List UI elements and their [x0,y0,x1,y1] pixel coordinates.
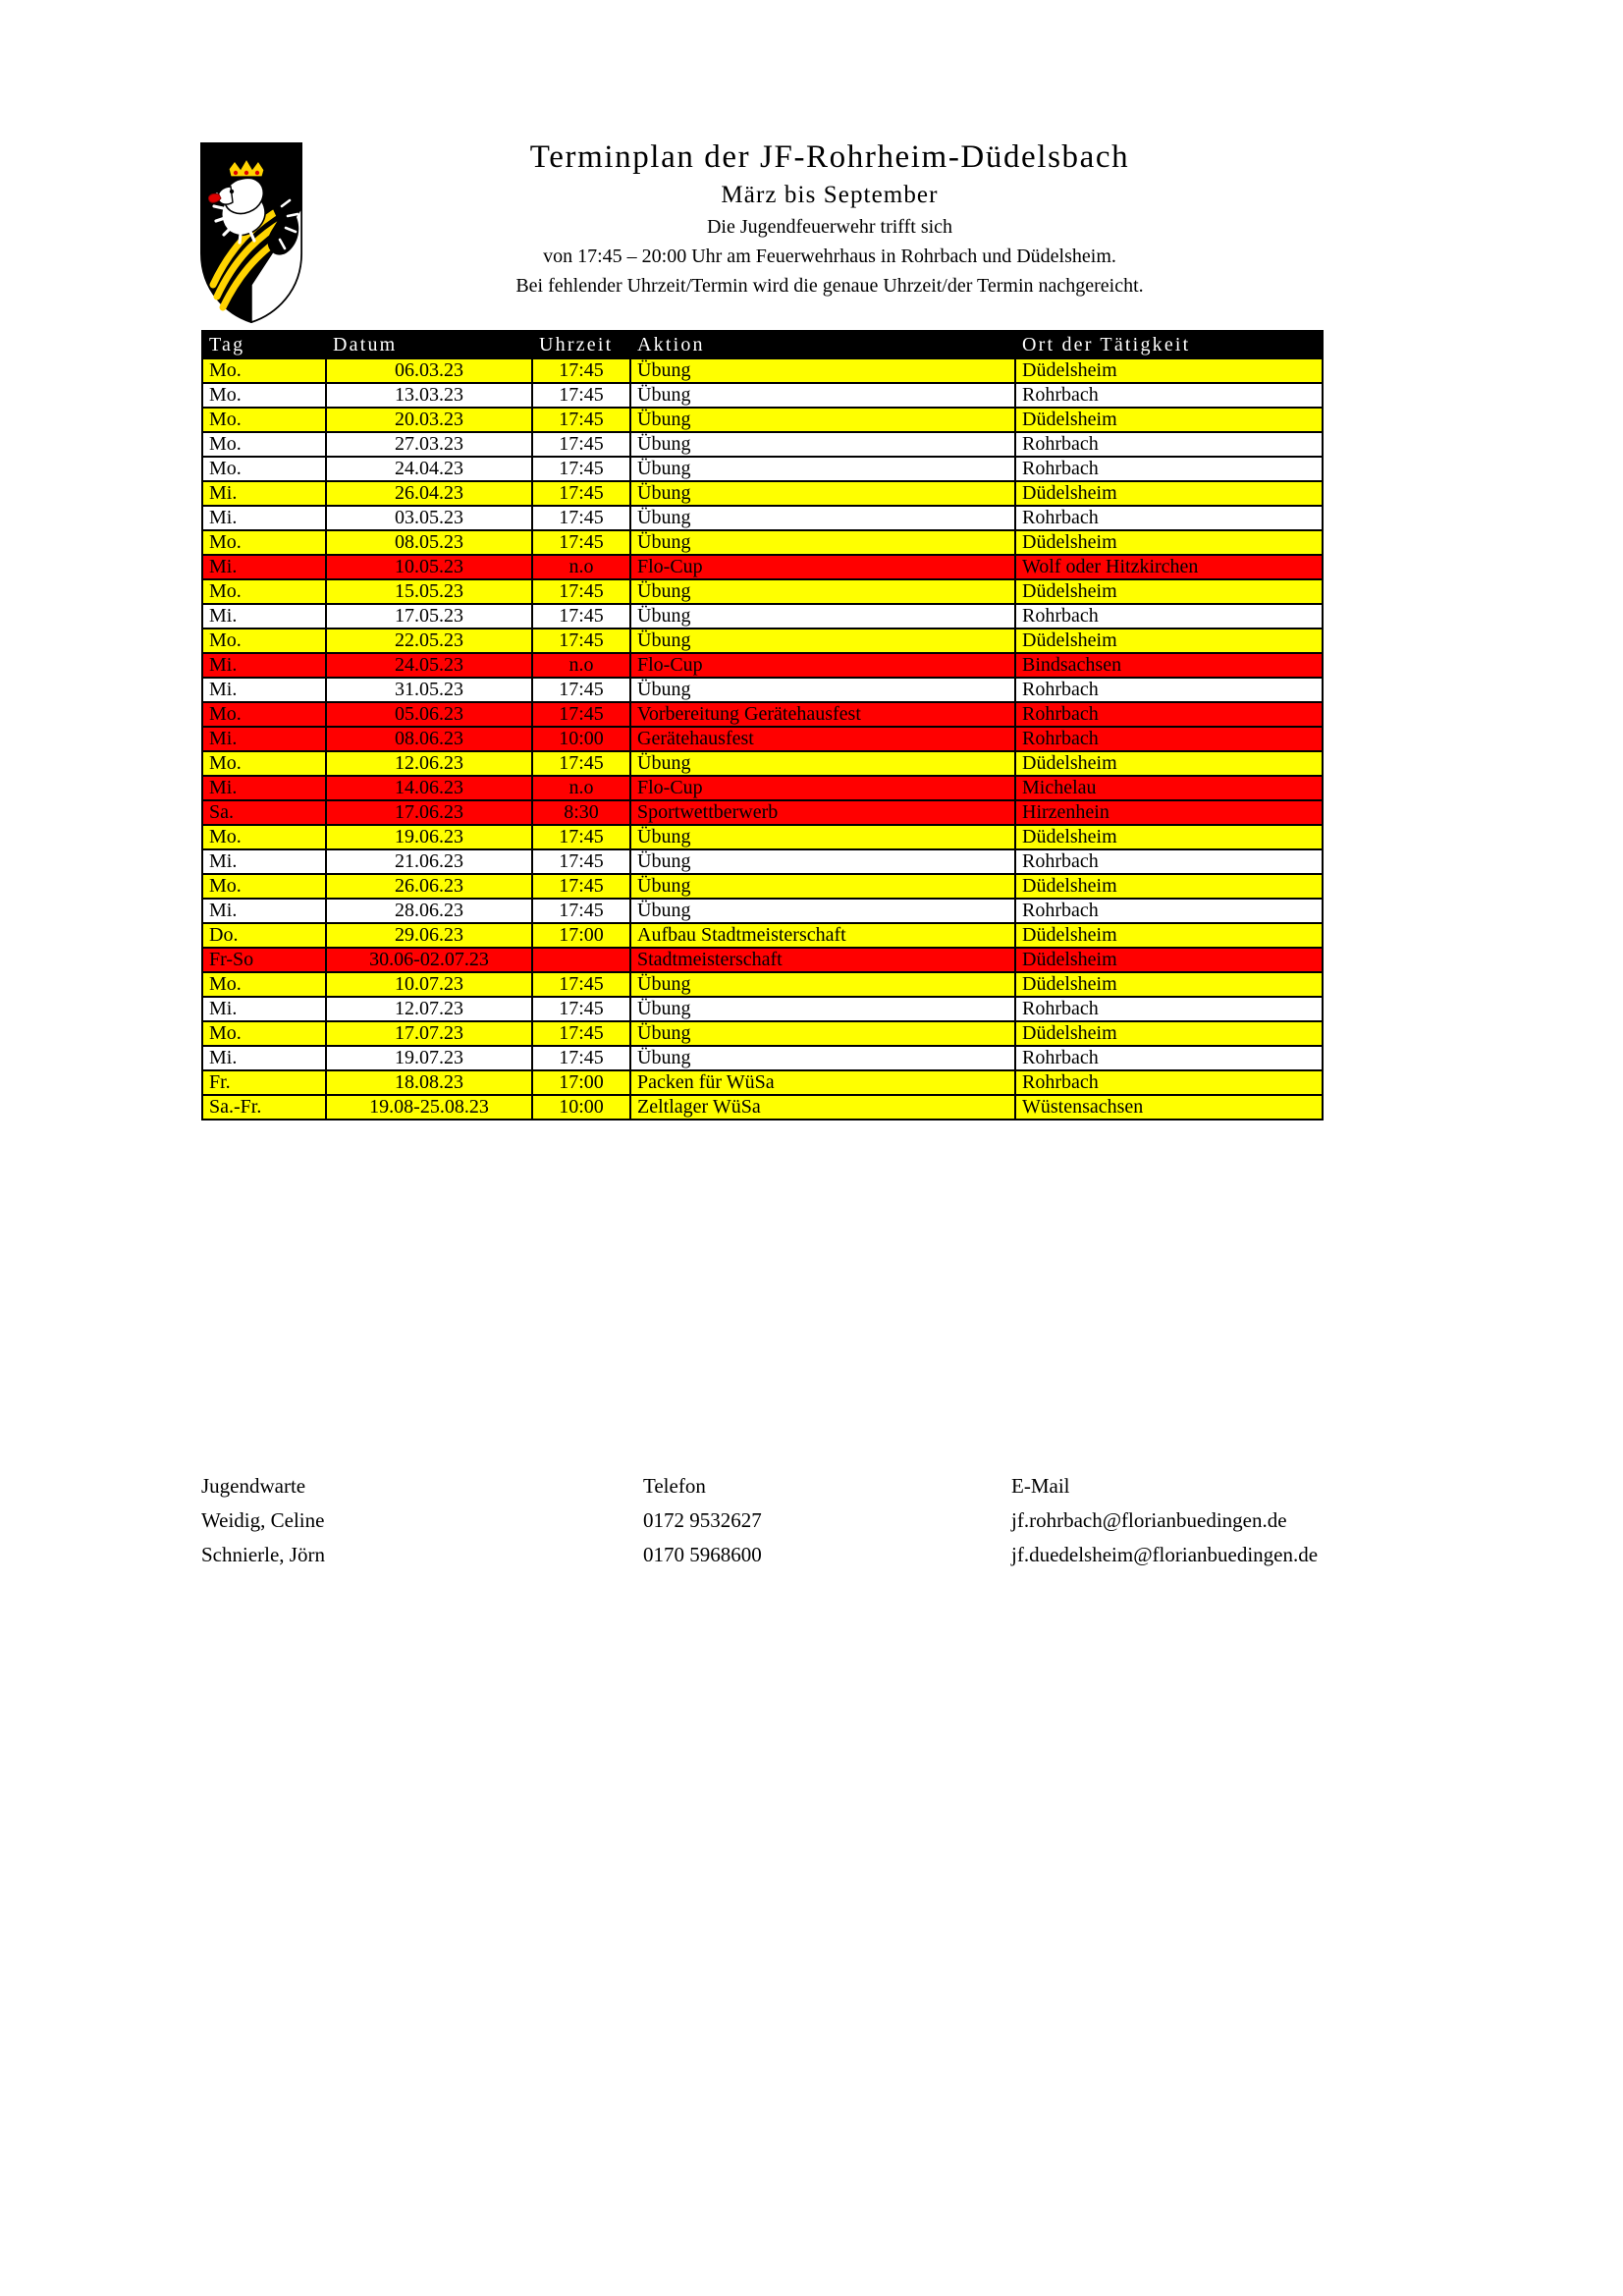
cell-datum: 12.06.23 [326,751,532,776]
cell-ort: Rohrbach [1015,604,1323,629]
cell-aktion: Stadtmeisterschaft [630,948,1015,972]
cell-aktion: Übung [630,457,1015,481]
cell-tag: Mo. [202,874,326,899]
table-row [202,653,1323,678]
cell-tag: Mi. [202,1046,326,1070]
table-row [202,555,1323,579]
coat-of-arms-icon [191,137,311,326]
cell-aktion: Flo-Cup [630,776,1015,800]
cell-aktion: Sportwettberwerb [630,800,1015,825]
cell-datum: 06.03.23 [326,358,532,383]
cell-aktion: Übung [630,408,1015,432]
cell-tag: Mo. [202,629,326,653]
cell-tag: Mi. [202,776,326,800]
cell-aktion: Flo-Cup [630,555,1015,579]
cell-uhrzeit: 17:45 [532,874,630,899]
cell-aktion: Übung [630,899,1015,923]
contacts-header-name: Jugendwarte [201,1474,306,1498]
cell-tag: Sa. [202,800,326,825]
cell-tag: Mo. [202,358,326,383]
cell-uhrzeit: 17:45 [532,604,630,629]
cell-uhrzeit: 17:45 [532,702,630,727]
cell-uhrzeit: n.o [532,555,630,579]
schedule-table-body [202,358,1323,1120]
cell-uhrzeit: 17:45 [532,1021,630,1046]
table-row [202,481,1323,506]
cell-datum: 12.07.23 [326,997,532,1021]
cell-aktion: Übung [630,604,1015,629]
cell-ort: Rohrbach [1015,899,1323,923]
schedule-table-head [202,331,1323,358]
cell-uhrzeit: 17:45 [532,899,630,923]
table-row [202,579,1323,604]
cell-ort: Rohrbach [1015,506,1323,530]
table-row [202,629,1323,653]
schedule-table [201,330,1324,1121]
cell-aktion: Übung [630,751,1015,776]
cell-datum: 18.08.23 [326,1070,532,1095]
contacts-header-email: E-Mail [1011,1474,1070,1498]
cell-datum: 15.05.23 [326,579,532,604]
cell-tag: Mo. [202,702,326,727]
cell-tag: Mi. [202,899,326,923]
cell-uhrzeit: 10:00 [532,727,630,751]
cell-ort: Rohrbach [1015,678,1323,702]
cell-ort: Hirzenhein [1015,800,1323,825]
cell-tag: Mi. [202,997,326,1021]
cell-datum: 05.06.23 [326,702,532,727]
cell-tag: Mo. [202,1021,326,1046]
cell-datum: 14.06.23 [326,776,532,800]
cell-datum: 10.07.23 [326,972,532,997]
cell-tag: Mo. [202,751,326,776]
header-text-block [319,136,1340,301]
cell-aktion: Übung [630,481,1015,506]
table-row [202,997,1323,1021]
cell-datum: 27.03.23 [326,432,532,457]
cell-uhrzeit: 17:45 [532,849,630,874]
table-row [202,800,1323,825]
table-row [202,1021,1323,1046]
table-row [202,702,1323,727]
cell-tag: Sa.-Fr. [202,1095,326,1120]
table-header-row [202,331,1323,358]
cell-datum: 20.03.23 [326,408,532,432]
cell-uhrzeit: 17:45 [532,432,630,457]
cell-aktion: Zeltlager WüSa [630,1095,1015,1120]
cell-tag: Mi. [202,555,326,579]
cell-tag: Mo. [202,432,326,457]
cell-tag: Mo. [202,579,326,604]
cell-ort: Wüstensachsen [1015,1095,1323,1120]
cell-aktion: Übung [630,997,1015,1021]
cell-datum: 19.07.23 [326,1046,532,1070]
cell-datum: 24.05.23 [326,653,532,678]
cell-uhrzeit: 17:45 [532,383,630,408]
contacts-header-row [201,1469,1380,1503]
cell-ort: Düdelsheim [1015,358,1323,383]
cell-aktion: Übung [630,358,1015,383]
cell-datum: 31.05.23 [326,678,532,702]
cell-aktion: Übung [630,579,1015,604]
cell-ort: Rohrbach [1015,702,1323,727]
cell-ort: Rohrbach [1015,432,1323,457]
table-row [202,727,1323,751]
cell-uhrzeit: 8:30 [532,800,630,825]
cell-tag: Fr-So [202,948,326,972]
cell-uhrzeit: 17:45 [532,481,630,506]
cell-aktion: Gerätehausfest [630,727,1015,751]
cell-uhrzeit: 17:45 [532,751,630,776]
cell-datum: 22.05.23 [326,629,532,653]
cell-ort: Düdelsheim [1015,874,1323,899]
contact-email[interactable]: jf.duedelsheim@florianbuedingen.de [1011,1543,1319,1566]
cell-tag: Mo. [202,383,326,408]
cell-uhrzeit: 10:00 [532,1095,630,1120]
cell-uhrzeit: 17:45 [532,629,630,653]
cell-datum: 17.06.23 [326,800,532,825]
cell-datum: 21.06.23 [326,849,532,874]
column-header-datum: Datum [326,331,532,358]
cell-aktion: Übung [630,432,1015,457]
cell-datum: 28.06.23 [326,899,532,923]
cell-tag: Mo. [202,825,326,849]
table-row [202,432,1323,457]
cell-tag: Mi. [202,653,326,678]
cell-datum: 17.07.23 [326,1021,532,1046]
document-header [191,136,1340,332]
cell-datum: 08.06.23 [326,727,532,751]
cell-tag: Mo. [202,408,326,432]
cell-uhrzeit: 17:00 [532,1070,630,1095]
contact-phone: 0172 9532627 [643,1508,762,1532]
contact-row [201,1538,1380,1572]
column-header-tag: Tag [202,331,326,358]
cell-tag: Mi. [202,727,326,751]
table-row [202,874,1323,899]
schedule-table-container [201,330,1322,1121]
cell-tag: Mi. [202,678,326,702]
cell-datum: 26.06.23 [326,874,532,899]
cell-uhrzeit: 17:45 [532,678,630,702]
table-row [202,1046,1323,1070]
cell-tag: Do. [202,923,326,948]
cell-uhrzeit: 17:45 [532,530,630,555]
table-row [202,948,1323,972]
page-title: Terminplan der JF-Rohrheim-Düdelsbach [529,139,1130,175]
cell-datum: 30.06-02.07.23 [326,948,532,972]
cell-ort: Düdelsheim [1015,825,1323,849]
cell-aktion: Übung [630,1021,1015,1046]
cell-aktion: Übung [630,1046,1015,1070]
cell-ort: Rohrbach [1015,997,1323,1021]
table-row [202,1095,1323,1120]
table-row [202,604,1323,629]
cell-uhrzeit [532,948,630,972]
cell-tag: Fr. [202,1070,326,1095]
cell-ort: Bindsachsen [1015,653,1323,678]
cell-tag: Mi. [202,481,326,506]
table-row [202,776,1323,800]
cell-aktion: Vorbereitung Gerätehausfest [630,702,1015,727]
meeting-note-1: Die Jugendfeuerwehr trifft sich [706,216,953,238]
cell-datum: 19.06.23 [326,825,532,849]
cell-aktion: Übung [630,383,1015,408]
cell-tag: Mi. [202,849,326,874]
cell-uhrzeit: 17:45 [532,579,630,604]
cell-datum: 10.05.23 [326,555,532,579]
cell-aktion: Übung [630,678,1015,702]
cell-ort: Rohrbach [1015,383,1323,408]
column-header-ort: Ort der Tätigkeit [1015,331,1323,358]
table-row [202,383,1323,408]
cell-ort: Düdelsheim [1015,629,1323,653]
cell-tag: Mi. [202,604,326,629]
table-row [202,923,1323,948]
column-header-uhrzeit: Uhrzeit [532,331,630,358]
cell-ort: Rohrbach [1015,727,1323,751]
cell-ort: Düdelsheim [1015,948,1323,972]
cell-aktion: Übung [630,972,1015,997]
cell-tag: Mo. [202,457,326,481]
contact-name: Schnierle, Jörn [201,1543,325,1566]
cell-ort: Rohrbach [1015,1070,1323,1095]
cell-ort: Düdelsheim [1015,923,1323,948]
cell-uhrzeit: 17:45 [532,1046,630,1070]
page-subtitle: März bis September [721,182,939,208]
cell-datum: 08.05.23 [326,530,532,555]
contacts-table-body [201,1503,1380,1572]
table-row [202,972,1323,997]
cell-ort: Düdelsheim [1015,530,1323,555]
contacts-header-phone: Telefon [643,1474,706,1498]
cell-datum: 03.05.23 [326,506,532,530]
table-row [202,506,1323,530]
cell-uhrzeit: n.o [532,653,630,678]
cell-ort: Michelau [1015,776,1323,800]
cell-uhrzeit: 17:45 [532,506,630,530]
cell-tag: Mo. [202,972,326,997]
meeting-note-3: Bei fehlender Uhrzeit/Termin wird die genaue Uhrzeit/der Termin nachgereicht. [515,275,1144,297]
contact-email[interactable]: jf.rohrbach@florianbuedingen.de [1011,1508,1287,1532]
contacts-table [201,1469,1380,1572]
cell-uhrzeit: 17:45 [532,457,630,481]
table-row [202,457,1323,481]
cell-datum: 26.04.23 [326,481,532,506]
cell-aktion: Übung [630,849,1015,874]
table-row [202,825,1323,849]
table-row [202,899,1323,923]
table-row [202,751,1323,776]
cell-aktion: Aufbau Stadtmeisterschaft [630,923,1015,948]
cell-ort: Rohrbach [1015,457,1323,481]
cell-ort: Düdelsheim [1015,751,1323,776]
cell-datum: 24.04.23 [326,457,532,481]
cell-aktion: Übung [630,629,1015,653]
table-row [202,1070,1323,1095]
table-row [202,678,1323,702]
contacts-section [201,1469,1380,1572]
cell-aktion: Packen für WüSa [630,1070,1015,1095]
cell-ort: Rohrbach [1015,1046,1323,1070]
cell-aktion: Flo-Cup [630,653,1015,678]
cell-ort: Düdelsheim [1015,972,1323,997]
cell-datum: 17.05.23 [326,604,532,629]
cell-ort: Rohrbach [1015,849,1323,874]
cell-ort: Düdelsheim [1015,1021,1323,1046]
meeting-note-2: von 17:45 – 20:00 Uhr am Feuerwehrhaus in Rohrbach und Düdelsheim. [543,246,1116,267]
contact-phone: 0170 5968600 [643,1543,762,1566]
cell-uhrzeit: 17:45 [532,972,630,997]
contact-row [201,1503,1380,1538]
table-row [202,849,1323,874]
table-row [202,530,1323,555]
cell-uhrzeit: 17:45 [532,408,630,432]
contact-name: Weidig, Celine [201,1508,325,1532]
column-header-aktion: Aktion [630,331,1015,358]
cell-aktion: Übung [630,506,1015,530]
cell-uhrzeit: 17:45 [532,997,630,1021]
cell-aktion: Übung [630,530,1015,555]
cell-ort: Düdelsheim [1015,579,1323,604]
cell-uhrzeit: 17:45 [532,825,630,849]
cell-ort: Wolf oder Hitzkirchen [1015,555,1323,579]
cell-tag: Mo. [202,530,326,555]
cell-uhrzeit: 17:00 [532,923,630,948]
cell-aktion: Übung [630,825,1015,849]
cell-aktion: Übung [630,874,1015,899]
cell-ort: Düdelsheim [1015,408,1323,432]
cell-datum: 29.06.23 [326,923,532,948]
cell-datum: 13.03.23 [326,383,532,408]
cell-uhrzeit: n.o [532,776,630,800]
cell-tag: Mi. [202,506,326,530]
cell-ort: Düdelsheim [1015,481,1323,506]
cell-datum: 19.08-25.08.23 [326,1095,532,1120]
cell-uhrzeit: 17:45 [532,358,630,383]
table-row [202,408,1323,432]
table-row [202,358,1323,383]
